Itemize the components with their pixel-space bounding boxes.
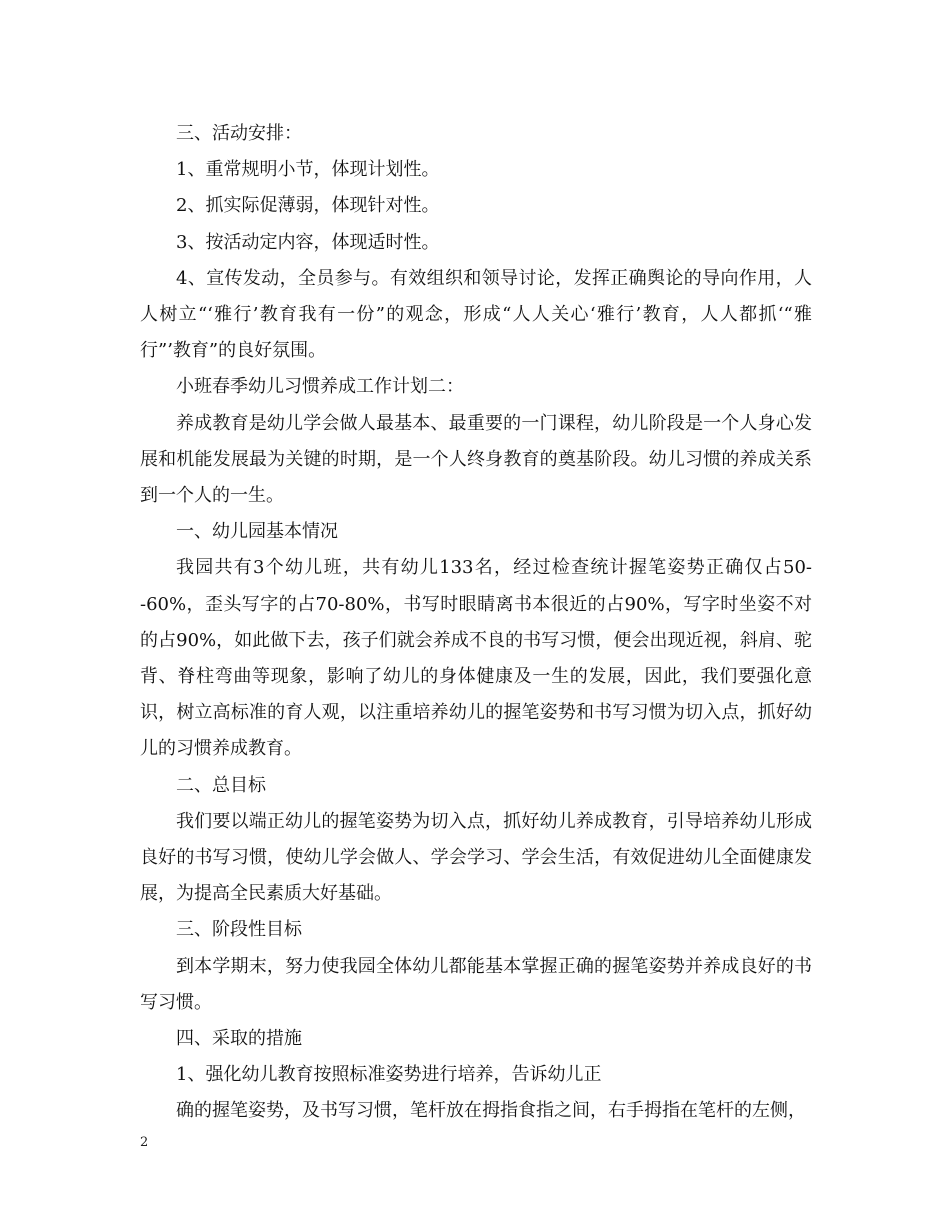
list-item: 3、按活动定内容，体现适时性。 bbox=[176, 231, 440, 253]
section-heading: 四、采取的措施 bbox=[176, 1028, 302, 1050]
section-heading-activity-arrangement: 三、活动安排： bbox=[176, 123, 302, 144]
list-item: 4、宣传发动，全员参与。有效组织和领导讨论，发挥正确舆论的导向作用，人人树立“‘雅行’教育我有一份”的观念，形成“人人关心‘雅行’教育，人人都抓‘“雅行”’教育”的良好氛围。 bbox=[140, 267, 812, 362]
list-item: 2、抓实际促薄弱，体现针对性。 bbox=[176, 195, 440, 217]
section-heading: 三、阶段性目标 bbox=[176, 919, 302, 941]
body-paragraph: 我们要以端正幼儿的握笔姿势为切入点，抓好幼儿养成教育，引导培养幼儿形成良好的书写习惯，使幼儿学会做人、学会学习、学会生活，有效促进幼儿全面健康发展，为提高全民素质大好基础。 bbox=[140, 810, 812, 905]
plan-title: 小班春季幼儿习惯养成工作计划二： bbox=[176, 376, 464, 398]
document-body bbox=[140, 116, 812, 1130]
list-item: 1、强化幼儿教育按照标准姿势进行培养，告诉幼儿正 bbox=[176, 1064, 602, 1086]
page-number: 2 bbox=[140, 1135, 149, 1150]
body-paragraph: 养成教育是幼儿学会做人最基本、最重要的一门课程，幼儿阶段是一个人身心发展和机能发展最为关键的时期，是一个人终身教育的奠基阶段。幼儿习惯的养成关系到一个人的一生。 bbox=[140, 412, 812, 507]
body-paragraph: 我园共有3个幼儿班，共有幼儿133名，经过检查统计握笔姿势正确仅占50--60%，歪头写字的占70-80%，书写时眼睛离书本很近的占90%，写字时坐姿不对的占90%，如此做下去，孩子们就会养成不良的书写习惯，便会出现近视，斜肩、驼背、脊柱弯曲等现象，影响了幼儿的身体健康及一生的发展，因此，我们要强化意识，树立高标准的育人观，以注重培养幼儿的握笔姿势和书写习惯为切入点，抓好幼儿的习惯养成教育。 bbox=[140, 557, 812, 760]
section-heading: 二、总目标 bbox=[176, 774, 266, 796]
body-paragraph: 到本学期末，努力使我园全体幼儿都能基本掌握正确的握笔姿势并养成良好的书写习惯。 bbox=[140, 955, 812, 1013]
section-heading: 一、幼儿园基本情况 bbox=[176, 521, 338, 543]
list-item: 1、重常规明小节，体现计划性。 bbox=[176, 159, 440, 181]
body-paragraph: 确的握笔姿势，及书写习惯，笔杆放在拇指食指之间，右手拇指在笔杆的左侧， bbox=[176, 1100, 806, 1122]
